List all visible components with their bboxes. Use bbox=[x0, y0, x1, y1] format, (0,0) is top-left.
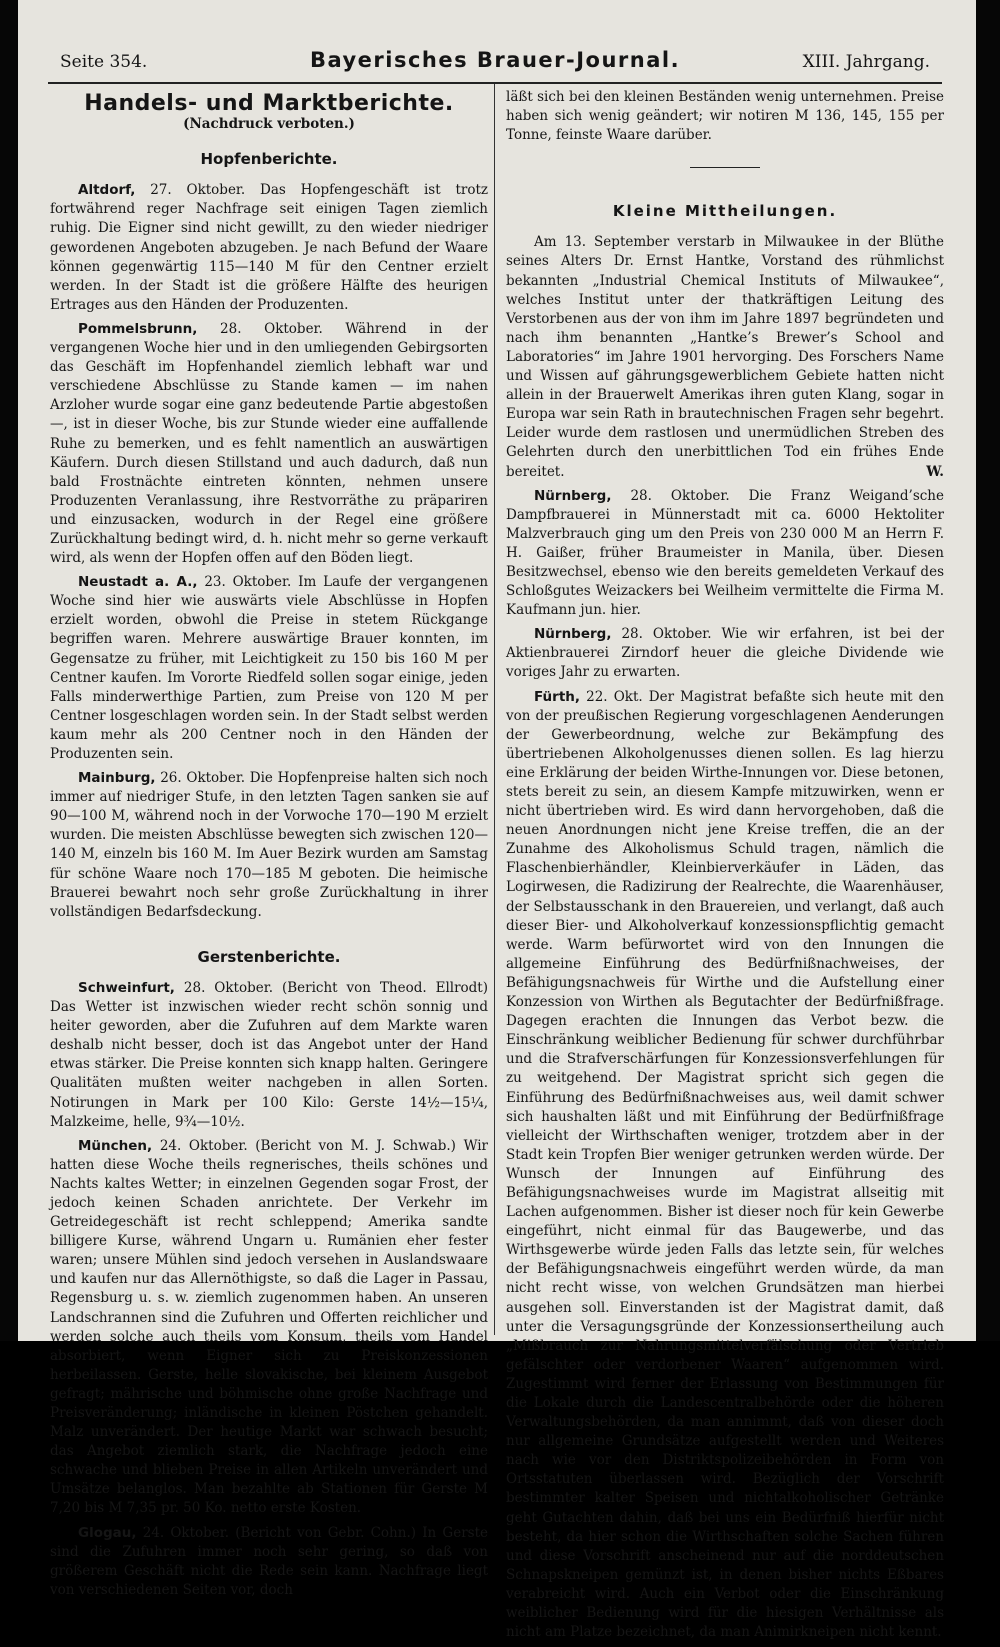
section-separator bbox=[690, 167, 760, 168]
barley-heading: Gerstenberichte. bbox=[197, 947, 341, 966]
right-column bbox=[506, 88, 944, 1647]
place-name: Nürnberg, bbox=[534, 626, 612, 643]
notice-nuernberg-2 bbox=[506, 625, 944, 682]
place-name: Mainburg, bbox=[78, 770, 156, 787]
report-schweinfurt bbox=[50, 979, 488, 1132]
left-column bbox=[50, 88, 488, 1605]
notice-obituary bbox=[506, 233, 944, 481]
place-name: Neustadt a. A., bbox=[78, 574, 198, 591]
hops-heading: Hopfenberichte. bbox=[200, 150, 338, 169]
report-text: 24. Oktober. (Bericht von Gebr. Cohn.) In Gerste sind die Zufuhren immer noch sehr gering, so daß von größerem Geschäft nicht die Rede sein kann. Nachfrage liegt von verschiedenen Seiten vor, doch bbox=[50, 1524, 488, 1598]
notice-text: 22. Okt. Der Magistrat befaßte sich heute mit den von der preußischen Regierung vorgeschlagenen Aenderungen der Gewerbeordnung, welche zur Bekämpfung des übertriebenen Alkoholgenusses dienen sollen. Es lag hierzu eine Erklärung der beiden Wirthe-Innungen vor. Diese betonen, stets bereit zu sein, an diesem Kampfe mitzuwirken, wenn er nicht übertrieben wird. Es wird dann hervorgehoben, daß die neuen Anordnungen nicht jene Kreise treffen, die an der Zunahme des Alkoholismus Schuld tragen, nämlich die Flaschenbierhändler, Kleinbierverkäufer in Läden, das Logirwesen, die Radizirung der Realrechte, die Waarenhäuser, der Selbstausschank in den Brauereien, und verlangt, daß auch dieser Bier- und Alkoholverkauf konzessionspflichtig gemacht werde. Warm befürwortet wird von den Innungen die allgemeine Einführung des Bedürfnißnachweises, der Befähigungsnachweis für Wirthe und die Aufstellung einer Konzession von Wirthen als Begutachter der Bedürfnißfrage. Dagegen erachten die Innungen das Verbot bezw. die Einschränkung weiblicher Bedienung für schwer durchführbar und die Strafverschärfungen für Konzessionsverfehlungen für zu weitgehend. Der Magistrat spricht sich gegen die Einführung des Bedürfnißnachweises aus, weil damit schwer sich haushalten läßt und mit Einführung der Bedürfnißfrage vielleicht der Wirthschaften weniger, trotzdem aber in der Stadt kein Tropfen Bier weniger getrunken werden würde. Der Wunsch der Innungen auf Einführung des Befähigungsnachweises wurde im Magistrat allseitig mit Lachen aufgenommen. Bisher ist dieser noch für kein Gewerbe eingeführt, nicht einmal für das Baugewerbe, und das Wirthsgewerbe würde jeden Falls das letzte sein, für welches der Befähigungsnachweis eingeführt werden würde, da man nicht recht wisse, von welchen Grundsätzen man hierbei ausgehen soll. Einverstanden ist der Magistrat damit, daß unter die Versagungsgründe der Konzessionsertheilung auch „Mißbrauch zur Nahrungsmittelverfälschung oder Vertrieb gefälschter oder verdorbener Waaren“ aufgenommen wird. Zugestimmt wird ferner der Erlassung von Bestimmungen für die Lokale durch die Landescentralbehörde oder die höheren Verwaltungsbehörden, da man annimmt, daß von dieser doch nur allgemeine Grundsätze aufgestellt werden und Weiteres nach wie vor den Distriktspolizeibehörden in Form von Ortsstatuten überlassen wird. Bezüglich der Vorschrift bestimmter kalter Speisen und nichtalkoholischer Getränke geht Gutachten dahin, daß bei uns ein Bedürfniß hierfür nicht besteht, da hier schon die Wirthschaften solche Sachen führen und diese Vorschrift anscheinend nur auf die norddeutschen Schnapskneipen gemünzt ist, in denen bisher nichts Eßbares verabreicht wird. Auch ein Verbot oder die Einschränkung weiblicher Bedienung wird für die hiesigen Verhältnisse als nicht am Platze bezeichnet, da man Animirkneipen nicht kennt. bbox=[506, 688, 944, 1641]
misc-heading: Kleine Mittheilungen. bbox=[612, 202, 838, 221]
report-glogau bbox=[50, 1524, 488, 1600]
report-muenchen bbox=[50, 1137, 488, 1519]
report-neustadt bbox=[50, 573, 488, 764]
place-name: Schweinfurt, bbox=[78, 979, 175, 996]
report-text: 26. Oktober. Die Hopfenpreise halten sich noch immer auf niedriger Stufe, in den letzten Tagen sanken sie auf 90—100 M, während noch in der Vorwoche 170—190 M erzielt wurden. Die meisten Abschlüsse bewegten sich zwischen 120—140 M, einzeln bis 160 M. Im Auer Bezirk wurden am Samstag für schöne Waare noch 170—185 M geboten. Die heimische Brauerei bewahrt noch sehr große Zurückhaltung in ihrer vollständigen Bedarfsdeckung. bbox=[50, 770, 488, 920]
reprint-note: (Nachdruck verboten.) bbox=[183, 116, 355, 133]
report-mainburg bbox=[50, 769, 488, 922]
journal-title: Bayerisches Brauer-Journal. bbox=[309, 48, 681, 72]
place-name: Altdorf, bbox=[78, 182, 136, 199]
notice-text: Am 13. September verstarb in Milwaukee in der Blüthe seines Alters Dr. Ernst Hantke, Vorstand des rühmlichst bekannten „Industrial Chemical Instituts of Milwaukee“, welches Institut unter der thatkräftigen Leitung des Verstorbenen aus der von ihm im Jahre 1897 begründeten und nach ihm benannten „Hantke’s Brewer’s School and Laboratories“ im Jahre 1901 hervorging. Des Forschers Name und Wissen auf gährungsgewerblichem Gebiete hatten nicht allein in der Brauerwelt Amerikas ihren guten Klang, sogar in Europa war sein Rath in brautechnischen Fragen sehr begehrt. Leider wurde dem rastlosen und unermüdlichen Streben des Gelehrten durch den unerbittlichen Tod ein frühes Ende bereitet. bbox=[506, 234, 944, 480]
notice-text: 28. Oktober. Wie wir erfahren, ist bei der Aktienbrauerei Zirndorf heuer die gleiche Dividende wie voriges Jahr zu erwarten. bbox=[506, 626, 944, 681]
place-name: Nürnberg, bbox=[534, 487, 612, 504]
volume-label: XIII. Jahrgang. bbox=[802, 52, 930, 72]
header-rule bbox=[48, 82, 942, 84]
report-text: 28. Oktober. Während in der vergangenen Woche hier und in den umliegenden Gebirgsorten das Geschäft im Hopfenhandel ziemlich lebhaft war und verschiedene Abschlüsse zu Stande kamen — im nahen Arzloher wurde sogar eine ganz bedeutende Partie abgestoßen —, ist in dieser Woche, bis zur Stunde wieder eine auffallende Ruhe zu bemerken, und es fehlt namentlich an auswärtigen Käufern. Durch diesen Stillstand und auch dadurch, daß nun bald Frostnächte eintreten könnten, nehmen unsere Produzenten Veranlassung, ihre Restvorräthe zu präpariren und einzusacken, wodurch in der Regel eine größere Zurückhaltung bedingt wird, d. h. nicht mehr so gerne verkauft wird, als wenn der Hopfen offen auf den Böden liegt. bbox=[50, 320, 488, 567]
page-number: Seite 354. bbox=[60, 52, 148, 72]
report-altdorf bbox=[50, 181, 488, 315]
notice-text: 28. Oktober. Die Franz Weigand’sche Dampfbrauerei in Münnerstadt mit ca. 6000 Hektoliter Malzverbrauch ging um den Preis von 230 000 M an Herrn F. H. Gaißer, früher Braumeister in Manila, über. Diesen Besitzwechsel, ebenso wie den bereits gemeldeten Verkauf des Schloßgutes Weizackers bei Weilheim vermittelte die Firma M. Kaufmann jun. hier. bbox=[506, 487, 944, 619]
report-glogau-continued: läßt sich bei den kleinen Beständen wenig unternehmen. Preise haben sich wenig geändert; wir notiren M 136, 145, 155 per Tonne, feinste Waare darüber. bbox=[506, 89, 944, 144]
author-initial: W. bbox=[926, 463, 944, 480]
section-title: Handels- und Marktberichte. bbox=[84, 91, 454, 116]
report-text: 24. Oktober. (Bericht von M. J. Schwab.) Wir hatten diese Woche theils regnerisches, theils schönes und Nachts kaltes Wetter; in einzelnen Gegenden sogar Frost, der jedoch keinen Schaden anrichtete. Der Verkehr im Getreidegeschäft ist recht schleppend; Amerika sandte billigere Kurse, während Ungarn u. Rumänien eher fester waren; unsere Mühlen sind jedoch versehen in Auslandswaare und kaufen nur das Allernöthigste, so daß die Lager in Passau, Regensburg u. s. w. ziemlich zugenommen haben. An unseren Landschrannen sind die Zufuhren und Offerten reichlicher und werden solche auch theils vom Konsum, theils vom Handel absorbiert, wenn Eigner sich zu Preiskonzessionen herbeilassen. Gerste, helle slovakische, bei kleinem Ausgebot gefragt; mährische und böhmische ohne große Nachfrage und Preisveränderung; inländische in kleinen Pöstchen gehandelt. Malz unverändert. Der heutige Markt war schwach besucht; das Angebot ziemlich stark, die Nachfrage jedoch eine schwache und blieben Preise in allen Artikeln unverändert und Umsätze belanglos. Man bezahlte ab Stationen für Gerste M 7,20 bis M 7,35 pr. 50 Ko. netto erste Kosten. bbox=[50, 1137, 488, 1517]
place-name: Glogau, bbox=[78, 1524, 137, 1541]
column-divider bbox=[494, 84, 495, 1335]
report-text: 23. Oktober. Im Laufe der vergangenen Woche sind hier wie auswärts viele Abschlüsse in Hopfen erzielt worden, obwohl die Preise in stetem Rückgange begriffen waren. Mehrere auswärtige Brauer konnten, im Gegensatze zu früher, mit Leichtigkeit zu 150 bis 160 M per Centner kaufen. Im Vororte Riedfeld sollen sogar einige, jeden Falls minderwerthige Partien, zum Preise von 120 M per Centner losgeschlagen worden sein. In der Stadt selbst werden kaum mehr als 200 Centner noch in den Händen der Produzenten sein. bbox=[50, 574, 489, 762]
report-text: 27. Oktober. Das Hopfengeschäft ist trotz fortwährend reger Nachfrage seit einigen Tagen ziemlich ruhig. Die Eigner sind nicht gewillt, zu den wieder niedriger gewordenen Angeboten abzugeben. Je nach Befund der Waare können gegenwärtig 115—140 M für den Centner erzielt werden. In der Stadt ist die größere Hälfte des heurigen Ertrages aus den Händen der Produzenten. bbox=[50, 182, 488, 313]
report-pommelsbrunn bbox=[50, 320, 488, 568]
place-name: München, bbox=[78, 1137, 153, 1154]
report-text: 28. Oktober. (Bericht von Theod. Ellrodt) Das Wetter ist inzwischen wieder recht schön sonnig und heiter geworden, aber die Zufuhren auf dem Markte waren deshalb nicht besser, doch ist das Angebot unter der Hand etwas stärker. Die Preise konnten sich knapp halten. Geringere Qualitäten mußten weiter nachgeben in allen Sorten. Notirungen in Mark per 100 Kilo: Gerste 14½—15¼, Malzkeime, helle, 9¾—10½. bbox=[50, 979, 488, 1130]
place-name: Fürth, bbox=[534, 688, 581, 705]
page-header bbox=[60, 46, 930, 80]
notice-nuernberg-1 bbox=[506, 487, 944, 621]
place-name: Pommelsbrunn, bbox=[78, 320, 198, 337]
notice-fuerth bbox=[506, 688, 944, 1643]
